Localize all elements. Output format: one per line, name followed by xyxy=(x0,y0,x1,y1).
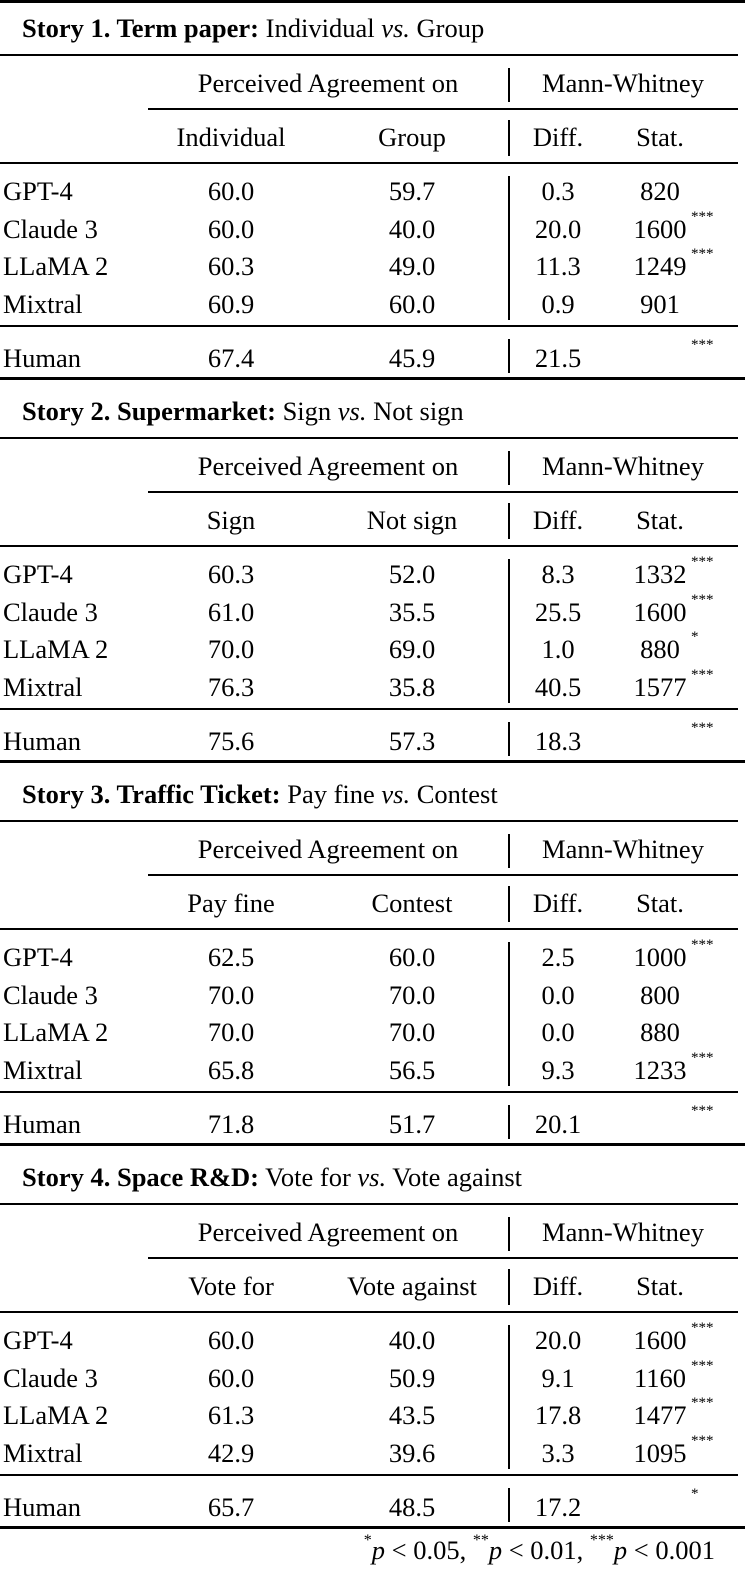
value-option-a: 42.9 xyxy=(207,1437,255,1468)
option-b: Not sign xyxy=(373,396,464,426)
top-rule xyxy=(0,0,745,3)
value-stat: 1600 xyxy=(633,1325,687,1355)
column-divider xyxy=(508,1488,510,1522)
story-title-label: Story 2. Supermarket: xyxy=(22,396,276,426)
column-divider xyxy=(508,1325,510,1469)
value-option-a: 71.8 xyxy=(207,1109,255,1139)
value-option-a: 60.0 xyxy=(207,176,255,206)
value-diff: 3.3 xyxy=(541,1437,575,1468)
significance-footnote: *p < 0.05, **p < 0.01, ***p < 0.001 xyxy=(363,1532,715,1565)
value-option-b: 39.6 xyxy=(388,1437,436,1468)
column-option-b: Vote against xyxy=(347,1271,477,1301)
versus: vs. xyxy=(337,396,367,426)
value-stat: 901 xyxy=(640,288,680,319)
significance-marker: *** xyxy=(691,337,714,353)
significance-marker: *** xyxy=(691,666,714,683)
value-option-a: 60.3 xyxy=(207,559,255,589)
value-option-a: 60.9 xyxy=(207,288,255,319)
value-option-b: 70.0 xyxy=(388,979,436,1010)
column-stat: Stat. xyxy=(636,122,684,152)
story-title-label: Story 1. Term paper: xyxy=(22,13,260,43)
column-divider xyxy=(508,1269,510,1305)
column-divider xyxy=(508,886,510,922)
header-perceived-agreement: Perceived Agreement on xyxy=(197,451,459,481)
column-divider xyxy=(508,68,510,102)
header-cmidrule xyxy=(148,874,738,876)
story-title-label: Story 3. Traffic Ticket: xyxy=(22,779,281,809)
value-option-b: 56.5 xyxy=(388,1054,436,1085)
column-divider xyxy=(508,503,510,539)
column-divider xyxy=(508,722,510,756)
value-diff: 1.0 xyxy=(541,634,575,664)
value-option-b: 40.0 xyxy=(388,213,436,244)
significance-marker: *** xyxy=(691,1049,714,1066)
story-title xyxy=(22,398,464,425)
value-diff: 20.1 xyxy=(534,1109,582,1139)
value-stat: 1000 xyxy=(633,942,687,972)
value-diff: 18.3 xyxy=(534,726,582,756)
value-option-a: 70.0 xyxy=(207,634,255,664)
header-rule xyxy=(0,545,738,547)
value-diff: 0.0 xyxy=(541,979,575,1010)
value-option-b: 50.9 xyxy=(388,1362,436,1393)
model-name: Human xyxy=(3,726,82,756)
value-stat: 1160 xyxy=(633,1362,687,1393)
option-b: Contest xyxy=(416,779,498,809)
column-divider xyxy=(508,120,510,156)
value-diff: 20.0 xyxy=(534,213,582,244)
story-bottom-rule xyxy=(0,1143,745,1146)
value-diff: 17.8 xyxy=(534,1400,582,1430)
value-option-a: 60.3 xyxy=(207,251,255,281)
title-rule xyxy=(0,54,738,56)
column-divider xyxy=(508,559,510,703)
value-option-b: 70.0 xyxy=(388,1017,436,1047)
model-name: GPT-4 xyxy=(3,1325,73,1355)
value-option-b: 40.0 xyxy=(388,1325,436,1355)
column-divider xyxy=(508,451,510,485)
option-a: Sign xyxy=(282,396,332,426)
title-rule xyxy=(0,437,738,439)
column-stat: Stat. xyxy=(636,888,684,918)
column-diff: Diff. xyxy=(532,505,584,535)
human-rule xyxy=(0,1474,738,1476)
column-stat: Stat. xyxy=(636,1271,684,1301)
versus: vs. xyxy=(381,779,411,809)
significance-marker: *** xyxy=(691,208,714,225)
value-diff: 25.5 xyxy=(534,596,582,627)
story-bottom-rule xyxy=(0,760,745,763)
value-option-a: 70.0 xyxy=(207,979,255,1010)
header-mann-whitney: Mann-Whitney xyxy=(542,834,704,864)
option-b: Group xyxy=(416,13,485,43)
value-option-b: 43.5 xyxy=(388,1400,436,1430)
human-rule xyxy=(0,1091,738,1093)
value-option-b: 60.0 xyxy=(388,288,436,319)
value-stat: 1249 xyxy=(633,251,687,281)
value-option-a: 70.0 xyxy=(207,1017,255,1047)
header-cmidrule xyxy=(148,491,738,493)
value-stat: 1600 xyxy=(633,596,687,627)
value-diff: 8.3 xyxy=(541,559,575,589)
model-name: Mixtral xyxy=(3,671,83,702)
model-name: LLaMA 2 xyxy=(3,634,109,664)
value-option-a: 75.6 xyxy=(207,726,255,756)
value-stat: 1332 xyxy=(633,559,687,589)
column-option-b: Group xyxy=(378,122,446,152)
value-diff: 9.1 xyxy=(541,1362,575,1393)
column-divider xyxy=(508,942,510,1086)
human-rule xyxy=(0,325,738,327)
option-b: Vote against xyxy=(392,1162,523,1192)
value-option-b: 57.3 xyxy=(388,726,436,756)
value-option-a: 60.0 xyxy=(207,1362,255,1393)
model-name: LLaMA 2 xyxy=(3,1400,109,1430)
header-mann-whitney: Mann-Whitney xyxy=(542,68,704,98)
column-divider xyxy=(508,834,510,868)
value-option-b: 48.5 xyxy=(388,1492,436,1522)
title-rule xyxy=(0,820,738,822)
value-diff: 40.5 xyxy=(534,671,582,702)
header-cmidrule xyxy=(148,108,738,110)
value-stat: 1600 xyxy=(633,213,687,244)
header-perceived-agreement: Perceived Agreement on xyxy=(197,834,459,864)
header-mann-whitney: Mann-Whitney xyxy=(542,451,704,481)
human-rule xyxy=(0,708,738,710)
story-bottom-rule xyxy=(0,377,745,380)
value-option-b: 35.8 xyxy=(388,671,436,702)
significance-marker: *** xyxy=(691,1395,714,1411)
column-diff: Diff. xyxy=(532,888,584,918)
column-divider xyxy=(508,176,510,320)
value-diff: 17.2 xyxy=(534,1492,582,1522)
value-stat: 1577 xyxy=(633,671,687,702)
value-option-b: 69.0 xyxy=(388,634,436,664)
significance-marker: *** xyxy=(691,554,714,570)
value-option-b: 60.0 xyxy=(388,942,436,972)
column-option-a: Vote for xyxy=(188,1271,274,1301)
model-name: Claude 3 xyxy=(3,213,98,244)
significance-marker: *** xyxy=(691,937,714,953)
value-stat: 880 xyxy=(640,634,680,664)
model-name: GPT-4 xyxy=(3,559,73,589)
option-a: Pay fine xyxy=(287,779,375,809)
title-rule xyxy=(0,1203,738,1205)
value-option-b: 45.9 xyxy=(388,343,436,373)
header-rule xyxy=(0,1311,738,1313)
value-option-b: 59.7 xyxy=(388,176,436,206)
versus: vs. xyxy=(357,1162,387,1192)
significance-marker: * xyxy=(691,1486,699,1502)
column-diff: Diff. xyxy=(532,122,584,152)
story-title xyxy=(22,15,484,42)
value-stat: 1233 xyxy=(633,1054,687,1085)
value-option-a: 65.8 xyxy=(207,1054,255,1085)
value-stat: 820 xyxy=(640,176,680,206)
model-name: Human xyxy=(3,1492,82,1522)
column-diff: Diff. xyxy=(532,1271,584,1301)
value-stat: 800 xyxy=(640,979,680,1010)
value-option-b: 51.7 xyxy=(388,1109,436,1139)
header-perceived-agreement: Perceived Agreement on xyxy=(197,68,459,98)
model-name: GPT-4 xyxy=(3,942,73,972)
model-name: Human xyxy=(3,343,82,373)
story-bottom-rule xyxy=(0,1526,745,1529)
value-option-a: 61.3 xyxy=(207,1400,255,1430)
column-option-b: Contest xyxy=(371,888,453,918)
significance-marker: *** xyxy=(691,591,714,608)
model-name: Claude 3 xyxy=(3,979,98,1010)
model-name: LLaMA 2 xyxy=(3,1017,109,1047)
option-a: Individual xyxy=(265,13,375,43)
column-stat: Stat. xyxy=(636,505,684,535)
header-mann-whitney: Mann-Whitney xyxy=(542,1217,704,1247)
value-option-b: 49.0 xyxy=(388,251,436,281)
story-title xyxy=(22,781,498,808)
model-name: Mixtral xyxy=(3,1437,83,1468)
significance-marker: *** xyxy=(691,1357,714,1374)
header-rule xyxy=(0,928,738,930)
value-option-b: 52.0 xyxy=(388,559,436,589)
value-diff: 11.3 xyxy=(535,251,581,281)
value-option-b: 35.5 xyxy=(388,596,436,627)
column-option-a: Pay fine xyxy=(187,888,275,918)
value-option-a: 60.0 xyxy=(207,1325,255,1355)
story-title xyxy=(22,1164,522,1191)
significance-marker: *** xyxy=(691,1432,714,1449)
model-name: LLaMA 2 xyxy=(3,251,109,281)
value-diff: 0.0 xyxy=(541,1017,575,1047)
column-option-a: Individual xyxy=(176,122,286,152)
column-divider xyxy=(508,1105,510,1139)
story-title-label: Story 4. Space R&D: xyxy=(22,1162,259,1192)
significance-marker: * xyxy=(691,629,699,645)
significance-marker: *** xyxy=(691,1103,714,1119)
model-name: GPT-4 xyxy=(3,176,73,206)
value-stat: 1095 xyxy=(633,1437,687,1468)
value-diff: 2.5 xyxy=(541,942,575,972)
value-option-a: 62.5 xyxy=(207,942,255,972)
model-name: Mixtral xyxy=(3,1054,83,1085)
column-option-b: Not sign xyxy=(366,505,458,535)
model-name: Mixtral xyxy=(3,288,83,319)
value-stat: 880 xyxy=(640,1017,680,1047)
model-name: Claude 3 xyxy=(3,596,98,627)
value-option-a: 67.4 xyxy=(207,343,255,373)
value-option-a: 61.0 xyxy=(207,596,255,627)
value-diff: 0.9 xyxy=(541,288,575,319)
value-diff: 0.3 xyxy=(541,176,575,206)
model-name: Claude 3 xyxy=(3,1362,98,1393)
significance-marker: *** xyxy=(691,246,714,262)
model-name: Human xyxy=(3,1109,82,1139)
value-diff: 9.3 xyxy=(541,1054,575,1085)
value-diff: 21.5 xyxy=(534,343,582,373)
column-divider xyxy=(508,1217,510,1251)
column-divider xyxy=(508,339,510,373)
option-a: Vote for xyxy=(265,1162,351,1192)
significance-marker: *** xyxy=(691,1320,714,1336)
value-option-a: 76.3 xyxy=(207,671,255,702)
significance-marker: *** xyxy=(691,720,714,736)
header-cmidrule xyxy=(148,1257,738,1259)
value-option-a: 65.7 xyxy=(207,1492,255,1522)
value-stat: 1477 xyxy=(633,1400,687,1430)
value-option-a: 60.0 xyxy=(207,213,255,244)
versus: vs. xyxy=(381,13,410,43)
header-perceived-agreement: Perceived Agreement on xyxy=(197,1217,459,1247)
header-rule xyxy=(0,162,738,164)
value-diff: 20.0 xyxy=(534,1325,582,1355)
column-option-a: Sign xyxy=(206,505,256,535)
